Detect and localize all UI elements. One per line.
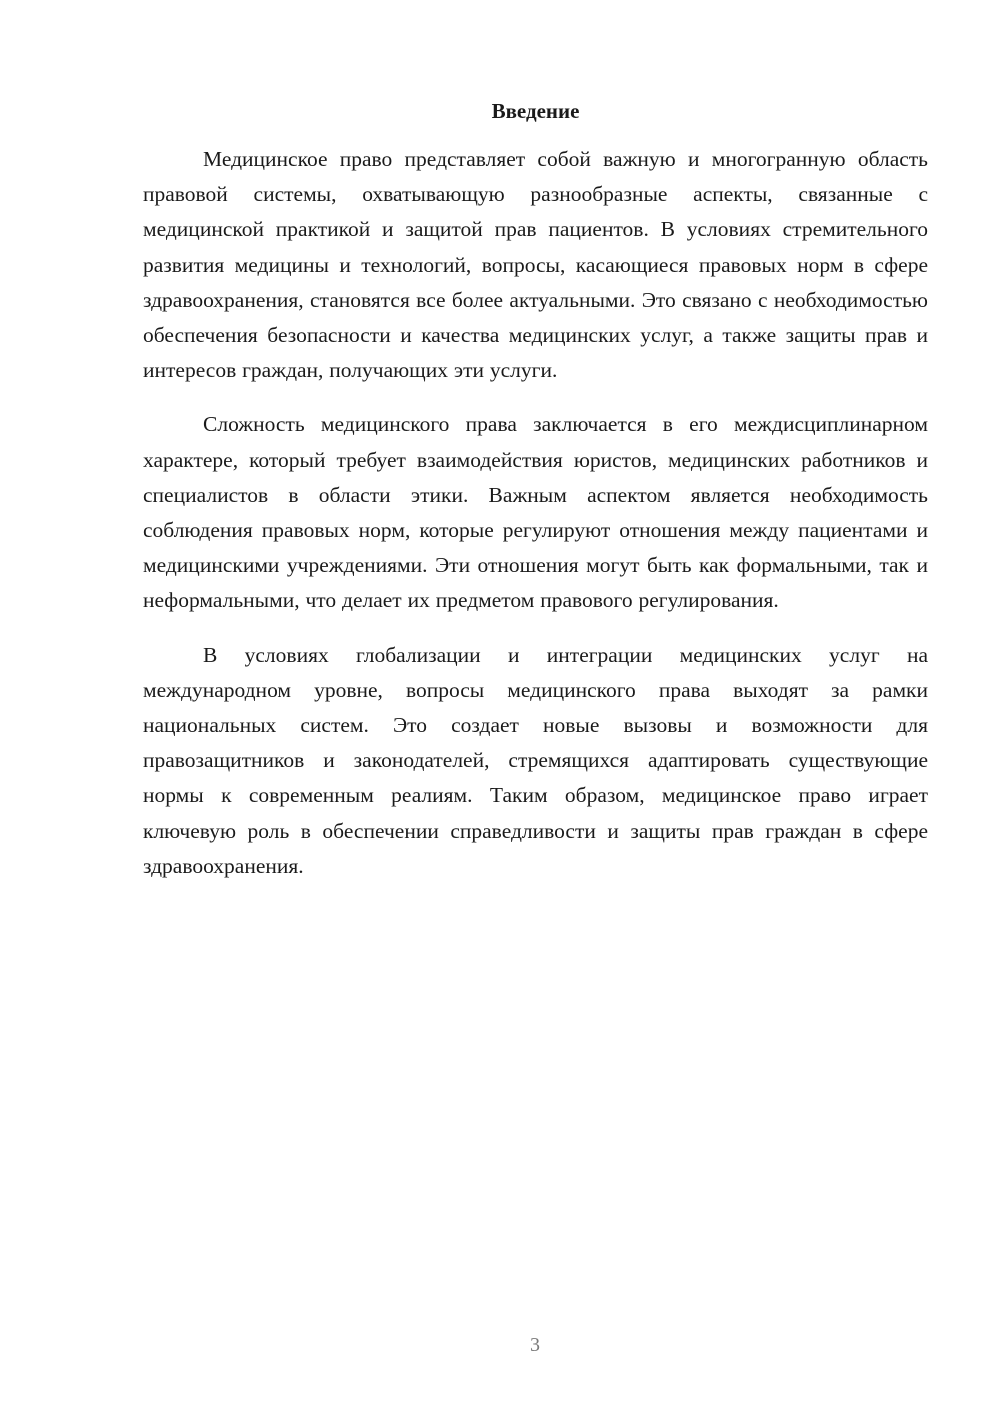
paragraph-globalization: В условиях глобализации и интеграции медицинских услуг на международном уровне, вопросы медицинского права выходят за рамки национальных систем. Это создает новые вызовы и возможности для правозащитников и законодателей, стремящихся адаптировать существующие нормы к современным реалиям. Таким образом, медицинское право играет ключевую роль в обеспечении справедливости и защиты прав граждан в сфере здравоохранения. — [143, 642, 928, 878]
page-title: Введение — [491, 99, 580, 123]
paragraph-intro: Медицинское право представляет собой важную и многогранную область правовой системы, охватывающую разнообразные аспекты, связанные с медицинской практикой и защитой прав пациентов. В условиях стремительного развития медицины и технологий, вопросы, касающиеся правовых норм в сфере здравоохранения, становятся все более актуальными. Это связано с необходимостью обеспечения безопасности и качества медицинских услуг, а также защиты прав и интересов граждан, получающих эти услуги. — [143, 147, 928, 383]
document-body — [143, 142, 928, 903]
paragraph-complexity: Сложность медицинского права заключается в его междисциплинарном характере, который требует взаимодействия юристов, медицинских работников и специалистов в области этики. Важным аспектом является необходимость соблюдения правовых норм, которые регулируют отношения между пациентами и медицинскими учреждениями. Эти отношения могут быть как формальными, так и неформальными, что делает их предметом правового регулирования. — [143, 412, 928, 613]
page-number: 3 — [530, 1334, 540, 1356]
